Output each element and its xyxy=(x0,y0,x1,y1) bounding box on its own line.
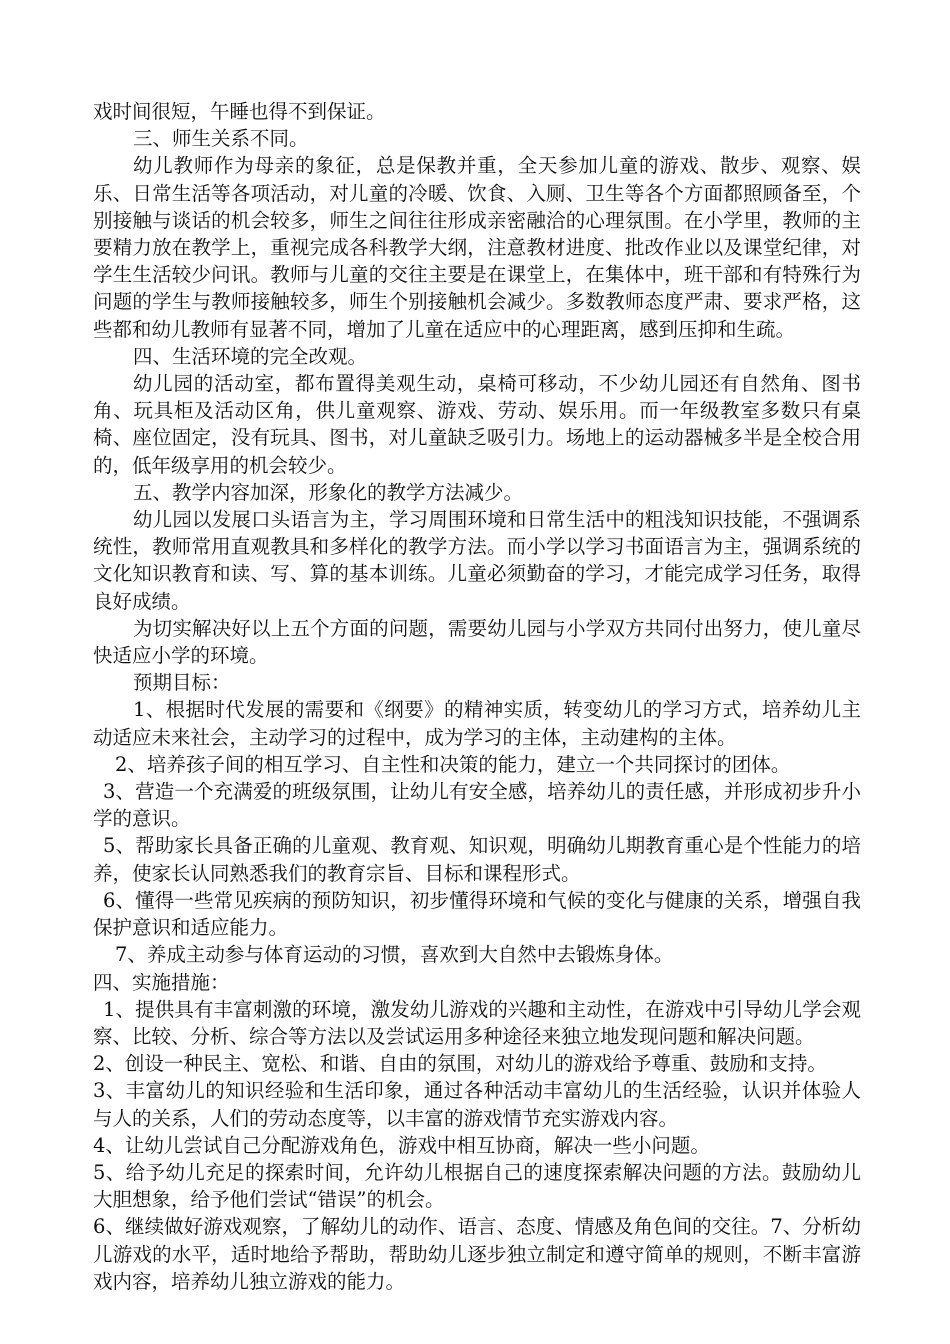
list-item: 5、给予幼儿充足的探索时间，允许幼儿根据自己的速度探索解决问题的方法。鼓励幼儿大胆想象，给予他们尝试“错误”的机会。 xyxy=(93,1160,861,1212)
document-page xyxy=(93,98,861,1295)
paragraph: 幼儿教师作为母亲的象征，总是保教并重，全天参加儿童的游戏、散步、观察、娱乐、日常生活等各项活动，对儿童的冷暖、饮食、入厕、卫生等各个方面都照顾备至，个别接触与谈话的机会较多，师生之间往往形成亲密融洽的心理氛围。在小学里，教师的主要精力放在教学上，重视完成各科教学大纲，注意教材进度、批改作业以及课堂纪律，对学生生活较少问讯。教师与儿童的交往主要是在课堂上，在集体中，班干部和有特殊行为问题的学生与教师接触较多，师生个别接触机会减少。多数教师态度严肃、要求严格，这些都和幼儿教师有显著不同，增加了儿童在适应中的心理距离，感到压抑和生疏。 xyxy=(93,154,861,341)
list-item: 3、丰富幼儿的知识经验和生活印象，通过各种活动丰富幼儿的生活经验，认识并体验人与人的关系，人们的劳动态度等，以丰富的游戏情节充实游戏内容。 xyxy=(93,1079,861,1130)
list-item: 1、提供具有丰富刺激的环境，激发幼儿游戏的兴趣和主动性，在游戏中引导幼儿学会观察、比较、分析、综合等方法以及尝试运用多种途径来独立地发现问题和解决问题。 xyxy=(93,997,861,1048)
list-item: 7、养成主动参与体育运动的习惯，喜欢到大自然中去锻炼身体。 xyxy=(115,943,674,967)
paragraph: 幼儿园以发展口头语言为主，学习周围环境和日常生活中的粗浅知识技能，不强调系统性，教师常用直观教具和多样化的教学方法。而小学以学习书面语言为主，强调系统的文化知识教育和读、写、算的基本训练。儿童必须勤奋的学习，才能完成学习任务，取得良好成绩。 xyxy=(93,508,861,613)
list-item: 2、培养孩子间的相互学习、自主性和决策的能力，建立一个共同探讨的团体。 xyxy=(115,752,791,776)
list-item: 6、继续做好游戏观察，了解幼儿的动作、语言、态度、情感及角色间的交往。7、分析幼儿游戏的水平，适时地给予帮助，帮助幼儿逐步独立制定和遵守简单的规则，不断丰富游戏内容，培养幼儿独立游戏的能力。 xyxy=(93,1215,861,1293)
list-item: 4、让幼儿尝试自己分配游戏角色，游戏中相互协商，解决一些小问题。 xyxy=(93,1133,710,1157)
section-heading: 预期目标： xyxy=(133,671,231,695)
section-heading: 三、师生关系不同。 xyxy=(133,127,309,151)
paragraph: 戏时间很短，午睡也得不到保证。 xyxy=(93,100,386,123)
list-item: 3、营造一个充满爱的班级氛围，让幼儿有安全感，培养幼儿的责任感，并形成初步升小学的意识。 xyxy=(93,780,861,831)
section-heading: 四、实施措施： xyxy=(93,970,230,994)
list-item: 1、根据时代发展的需要和《纲要》的精神实质，转变幼儿的学习方式，培养幼儿主动适应未来社会，主动学习的过程中，成为学习的主体，主动建构的主体。 xyxy=(93,698,861,749)
list-item: 2、创设一种民主、宽松、和谐、自由的氛围，对幼儿的游戏给予尊重、鼓励和支持。 xyxy=(93,1052,827,1076)
section-heading: 五、教学内容加深，形象化的教学方法减少。 xyxy=(133,480,524,504)
list-item: 5、帮助家长具备正确的儿童观、教育观、知识观，明确幼儿期教育重心是个性能力的培养，使家长认同熟悉我们的教育宗旨、目标和课程形式。 xyxy=(93,834,861,885)
section-heading: 四、生活环境的完全改观。 xyxy=(133,344,368,368)
paragraph: 为切实解决好以上五个方面的问题，需要幼儿园与小学双方共同付出努力，使儿童尽快适应小学的环境。 xyxy=(93,616,861,668)
paragraph: 幼儿园的活动室，都布置得美观生动，桌椅可移动，不少幼儿园还有自然角、图书角、玩具柜及活动区角，供儿童观察、游戏、劳动、娱乐用。而一年级教室多数只有桌椅、座位固定，没有玩具、图书，对儿童缺乏吸引力。场地上的运动器械多半是全校合用的，低年级享用的机会较少。 xyxy=(93,372,861,477)
list-item: 6、懂得一些常见疾病的预防知识，初步懂得环境和气候的变化与健康的关系，增强自我保护意识和适应能力。 xyxy=(93,888,861,940)
